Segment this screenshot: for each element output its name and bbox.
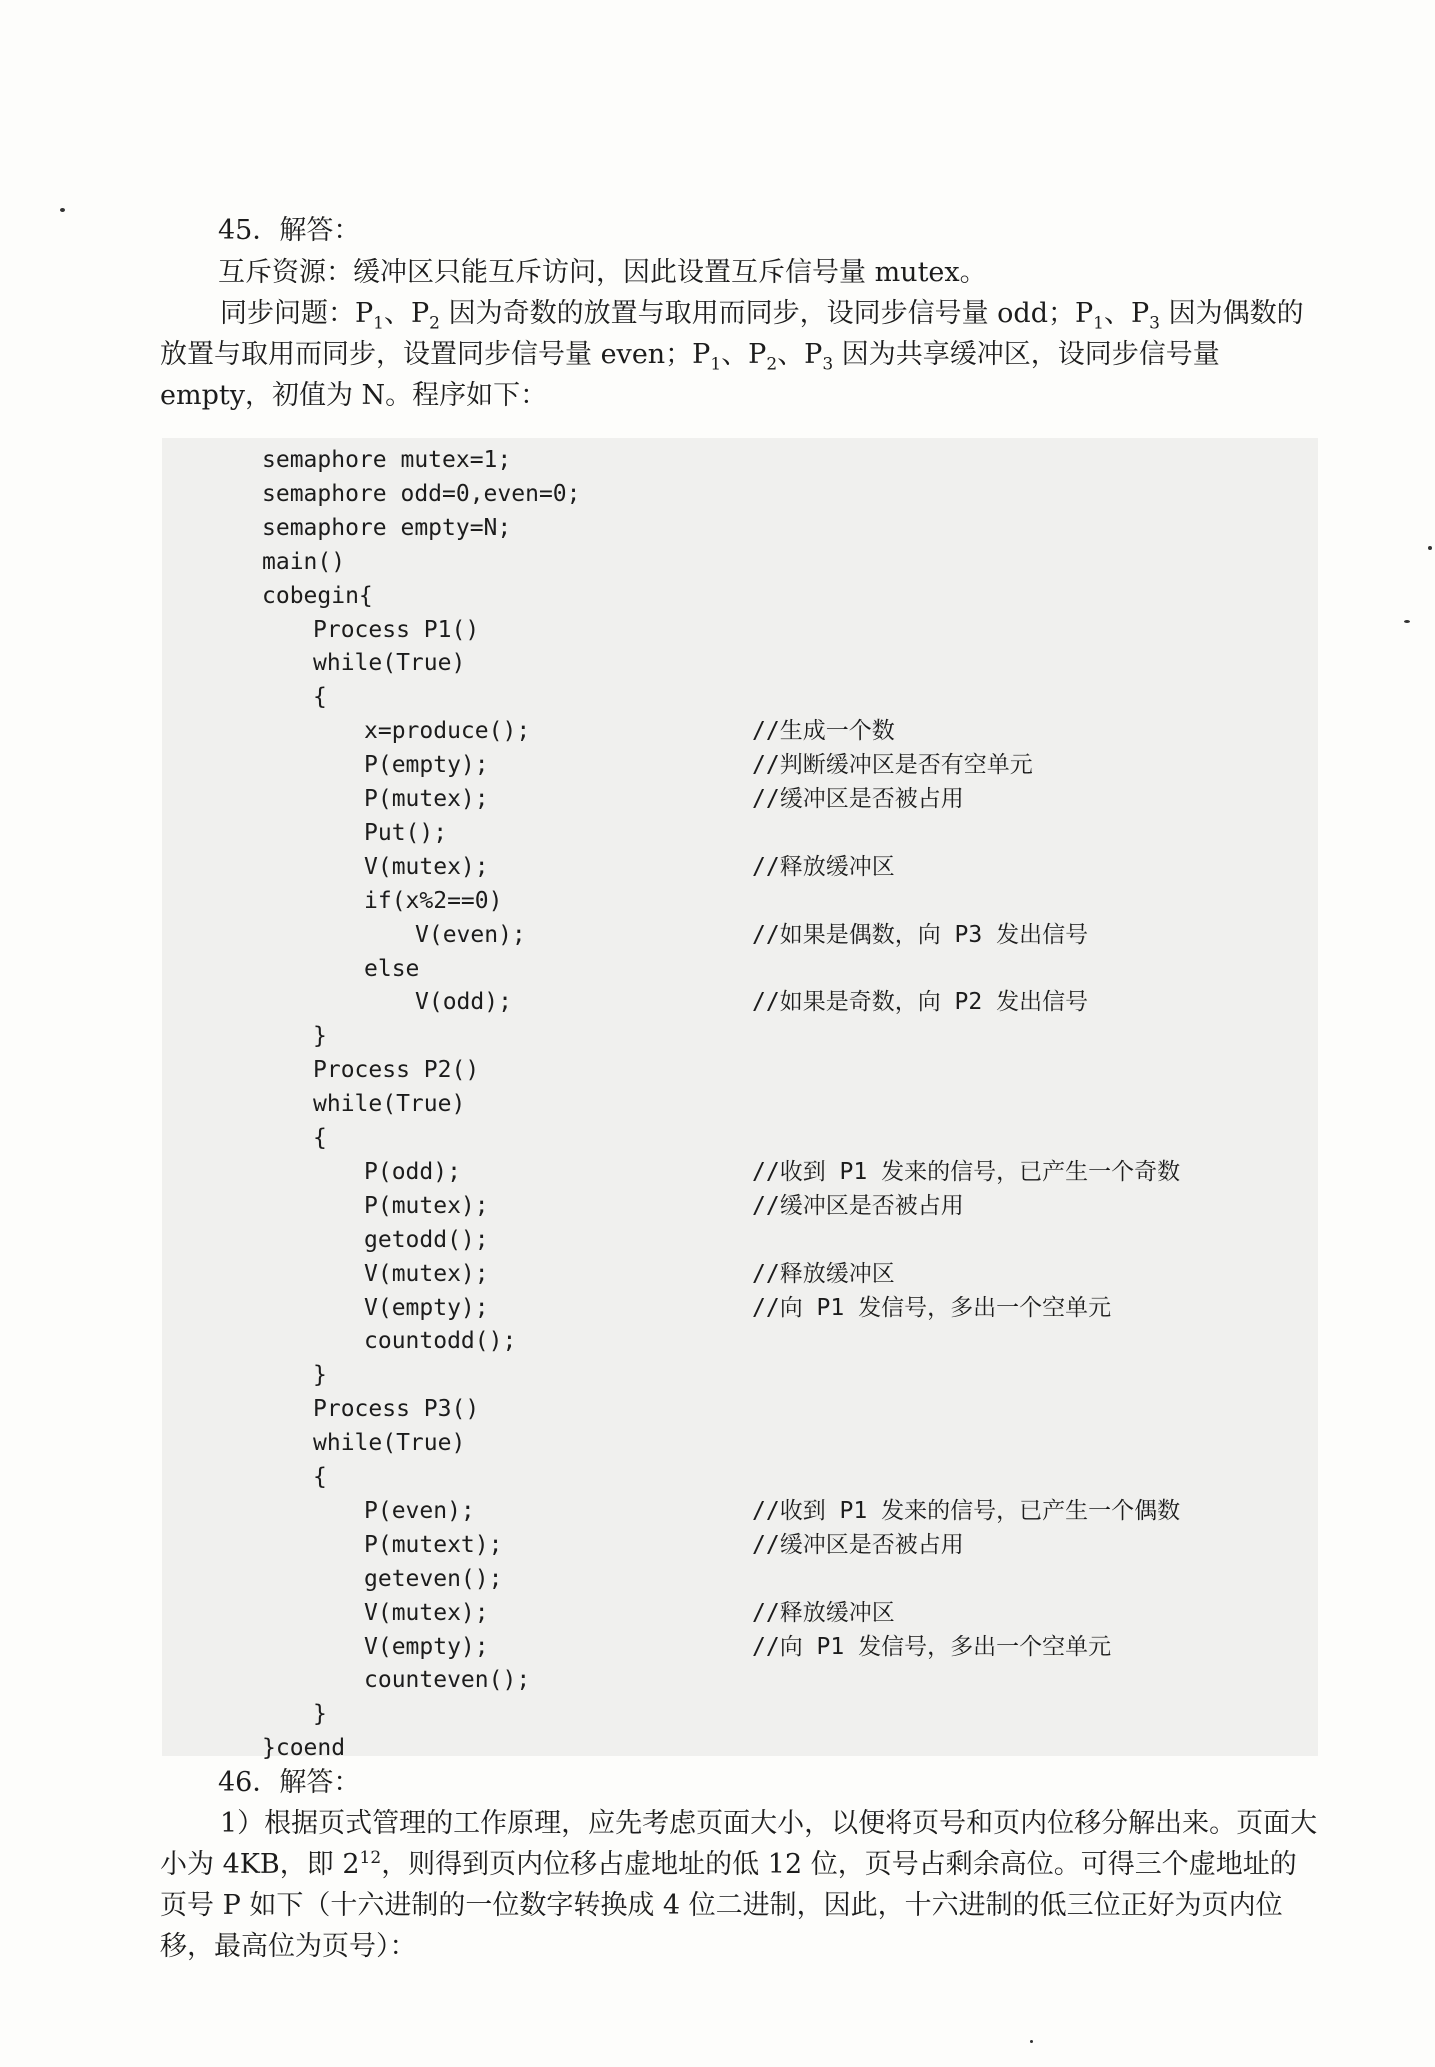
code-comment: //判断缓冲区是否有空单元	[752, 752, 1033, 778]
q45-mutex-paragraph: 互斥资源：缓冲区只能互斥访问，因此设置互斥信号量 mutex。	[218, 257, 987, 288]
code-line: }	[313, 1023, 327, 1049]
code-comment: //释放缓冲区	[752, 1600, 895, 1626]
code-line: semaphore mutex=1;	[262, 447, 512, 473]
code-line: getodd();	[364, 1227, 489, 1253]
subscript: 1	[710, 354, 722, 375]
code-line: }	[313, 1362, 327, 1388]
code-line: main()	[262, 549, 346, 575]
code-line: Put();	[364, 820, 448, 846]
code-comment: //向 P1 发信号，多出一个空单元	[752, 1634, 1112, 1660]
q46-heading: 46．解答：	[218, 1767, 361, 1798]
q45-heading: 45．解答：	[218, 215, 361, 246]
code-line: while(True)	[313, 1430, 466, 1456]
code-line: V(empty);	[364, 1295, 489, 1321]
code-line: P(mutex);	[364, 1193, 489, 1219]
code-line: }	[313, 1701, 327, 1727]
code-line: }coend	[262, 1735, 346, 1761]
subscript: 1	[1093, 313, 1104, 334]
code-comment: //收到 P1 发来的信号，已产生一个奇数	[752, 1159, 1181, 1185]
code-line: P(even);	[364, 1498, 475, 1524]
code-comment: //向 P1 发信号，多出一个空单元	[752, 1295, 1112, 1321]
subscript: 2	[429, 313, 440, 334]
subscript: 3	[1149, 313, 1160, 334]
q46-answer-paragraph: 1）根据页式管理的工作原理，应先考虑页面大小，以便将页号和页内位移分解出来。页面大小为 4KB，即 $2^{12}$，则得到页内位移占虚地址的低 12 位，页号占剩余高位。可得三个虚地址的页号 P 如下（十六进制的一位数字转换成 4 位二进制，因此，十六进制的低三位正好为页内位移，最高位为页号）：	[160, 1808, 1318, 1962]
code-comment: //生成一个数	[752, 718, 895, 744]
code-line: {	[313, 684, 327, 710]
code-comment: //释放缓冲区	[752, 1261, 895, 1287]
code-line: else	[364, 956, 420, 982]
code-line: Process P3()	[313, 1396, 480, 1422]
code-line: counteven();	[364, 1667, 531, 1693]
code-line: Process P2()	[313, 1057, 480, 1083]
q45-sync-paragraph: 同步问题：$P_1$、$P_2$ 因为奇数的放置与取用而同步，设同步信号量 odd；$P_1$、$P_3$ 因为偶数的放置与取用而同步，设置同步信号量 even；$P_1$、$P_2$、$P_3$ 因为共享缓冲区，设同步信号量 empty，初值为 N。程序如下：	[160, 298, 1304, 411]
code-line: P(empty);	[364, 752, 489, 778]
subscript: 3	[822, 354, 834, 375]
code-line: geteven();	[364, 1566, 503, 1592]
code-line: V(mutex);	[364, 1600, 489, 1626]
code-line: V(mutex);	[364, 1261, 489, 1287]
code-line: P(mutext);	[364, 1532, 503, 1558]
code-line: if(x%2==0)	[364, 888, 503, 914]
code-line: Process P1()	[313, 617, 480, 643]
code-line: V(empty);	[364, 1634, 489, 1660]
code-line: P(mutex);	[364, 786, 489, 812]
scan-speck	[1404, 620, 1410, 623]
code-line: {	[313, 1464, 327, 1490]
code-line: V(mutex);	[364, 854, 489, 880]
code-line: V(even);	[415, 922, 526, 948]
code-line: V(odd);	[415, 989, 512, 1015]
code-line: cobegin{	[262, 583, 373, 609]
code-line: semaphore empty=N;	[262, 515, 512, 541]
code-comment: //缓冲区是否被占用	[752, 1193, 964, 1219]
code-line: semaphore odd=0,even=0;	[262, 481, 581, 507]
code-line: x=produce();	[364, 718, 531, 744]
code-line: while(True)	[313, 650, 466, 676]
code-line: while(True)	[313, 1091, 466, 1117]
subscript: 1	[373, 313, 384, 334]
scan-speck	[1428, 546, 1432, 550]
scan-speck	[60, 208, 65, 212]
code-comment: //收到 P1 发来的信号，已产生一个偶数	[752, 1498, 1181, 1524]
code-line: {	[313, 1125, 327, 1151]
code-line: P(odd);	[364, 1159, 461, 1185]
superscript: 12	[359, 1848, 382, 1868]
scan-speck	[1030, 2040, 1033, 2043]
code-comment: //如果是偶数，向 P3 发出信号	[752, 922, 1089, 948]
code-line: countodd();	[364, 1328, 517, 1354]
subscript: 2	[766, 354, 778, 375]
code-comment: //缓冲区是否被占用	[752, 1532, 964, 1558]
code-comment: //释放缓冲区	[752, 854, 895, 880]
code-comment: //如果是奇数，向 P2 发出信号	[752, 989, 1089, 1015]
code-comment: //缓冲区是否被占用	[752, 786, 964, 812]
